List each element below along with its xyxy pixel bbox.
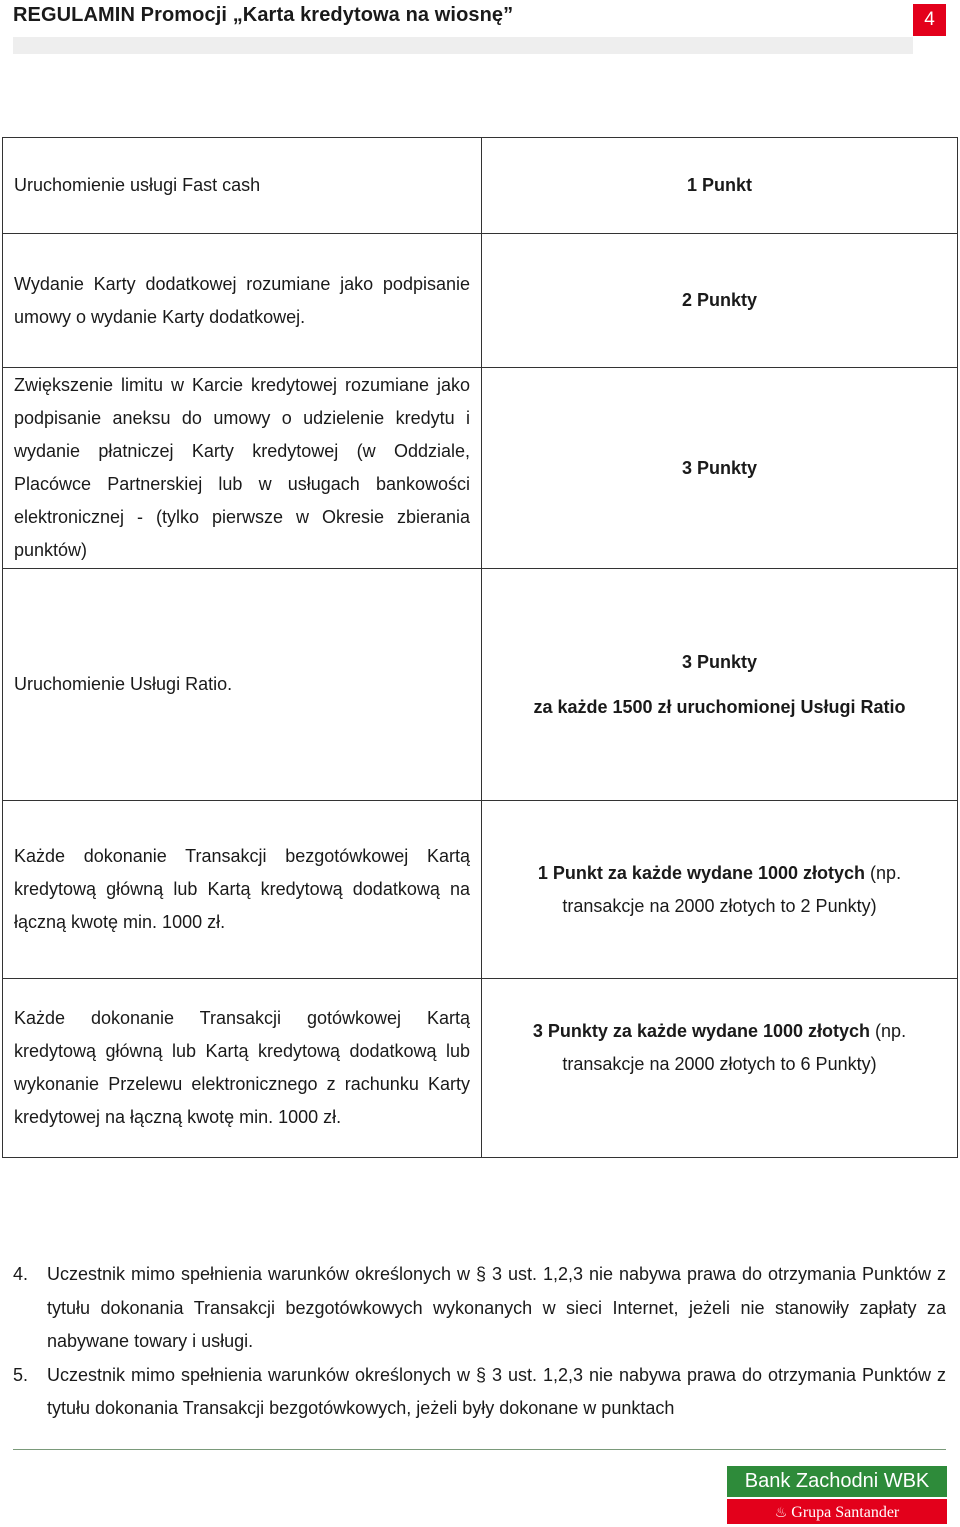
points-cell <box>482 801 958 979</box>
page-header <box>0 0 960 56</box>
points-cell <box>482 979 958 1158</box>
points-table <box>2 137 958 1158</box>
list-item <box>13 1359 946 1426</box>
points-cell <box>482 368 958 569</box>
activity-cell <box>3 801 482 979</box>
points-text: 3 Punkty za każde wydane 1000 złotych <box>532 1021 871 1041</box>
bank-name: Bank Zachodni WBK <box>727 1466 947 1497</box>
list-item-text: Uczestnik mimo spełnienia warunków określonych w § 3 ust. 1,2,3 nie nabywa prawa do otrzymania Punktów z tytułu dokonania Transakcji bezgotówkowych, jeżeli były dokonane w punktach <box>47 1364 946 1418</box>
activity-text: Zwiększenie limitu w Karcie kredytowej rozumiane jako podpisanie aneksu do umowy o udzielenie kredytu i wydanie płatniczej Karty kredytowej (w Oddziale, Placówce Partnerskiej lub w usługach bankowości elektronicznej - (tylko pierwsze w Okresie zbierania punktów) <box>14 375 470 560</box>
points-cell <box>482 234 958 368</box>
header-bar <box>13 37 913 54</box>
activity-cell <box>3 368 482 569</box>
table-row <box>3 234 958 368</box>
points-text: 2 Punkty <box>681 290 758 310</box>
activity-text: Wydanie Karty dodatkowej rozumiane jako podpisanie umowy o wydanie Karty dodatkowej. <box>14 273 470 327</box>
document-title: REGULAMIN Promocji „Karta kredytowa na wiosnę” <box>13 4 514 26</box>
points-cell <box>482 138 958 234</box>
table-row <box>3 569 958 801</box>
numbered-list <box>13 1258 946 1426</box>
flame-icon: ♨ <box>774 1506 788 1521</box>
points-note-text: (np. transakcje na 2000 złotych to 2 Punkty) <box>562 862 902 916</box>
bank-logo <box>727 1466 947 1524</box>
table-row <box>3 801 958 979</box>
activity-text: Każde dokonanie Transakcji bezgotówkowej Kartą kredytową główną lub Kartą kredytową dodatkową na łączną kwotę min. 1000 zł. <box>14 846 470 932</box>
activity-text: Uruchomienie usługi Fast cash <box>14 175 261 195</box>
footer-divider <box>13 1449 946 1450</box>
points-note-text: (np. transakcje na 2000 złotych to 6 Punkty) <box>562 1021 907 1074</box>
points-cell <box>482 569 958 801</box>
group-name-bar <box>727 1497 947 1524</box>
table-row <box>3 979 958 1158</box>
activity-text: Uruchomienie Usługi Ratio. <box>14 674 233 694</box>
list-item-number: 4. <box>13 1264 29 1284</box>
points-text: 1 Punkt za każde wydane 1000 złotych <box>537 862 866 883</box>
activity-cell <box>3 979 482 1158</box>
table-row <box>3 368 958 569</box>
list-item-number: 5. <box>13 1364 29 1385</box>
list-item <box>13 1258 946 1359</box>
points-text: 1 Punkt <box>686 175 752 195</box>
points-text: 3 Punkty <box>681 457 758 478</box>
list-item-text: Uczestnik mimo spełnienia warunków określonych w § 3 ust. 1,2,3 nie nabywa prawa do otrzymania Punktów z tytułu dokonania Transakcji bezgotówkowych wykonanych w sieci Internet, jeżeli nie stanowiły zapłaty za nabywane towary i usługi. <box>47 1264 946 1351</box>
group-name: Grupa Santander <box>791 1504 900 1521</box>
activity-cell <box>3 569 482 801</box>
table-row <box>3 138 958 234</box>
activity-text: Każde dokonanie Transakcji gotówkowej Kartą kredytową główną lub Kartą kredytową dodatkową lub wykonanie Przelewu elektronicznego z rachunku Karty kredytowej na łączną kwotę min. 1000 zł. <box>14 1008 470 1127</box>
points-detail-text: za każde 1500 zł uruchomionej Usługi Ratio <box>533 696 906 717</box>
page-number-badge: 4 <box>913 4 946 36</box>
activity-cell <box>3 234 482 368</box>
points-text: 3 Punkty <box>681 651 758 672</box>
activity-cell <box>3 138 482 234</box>
